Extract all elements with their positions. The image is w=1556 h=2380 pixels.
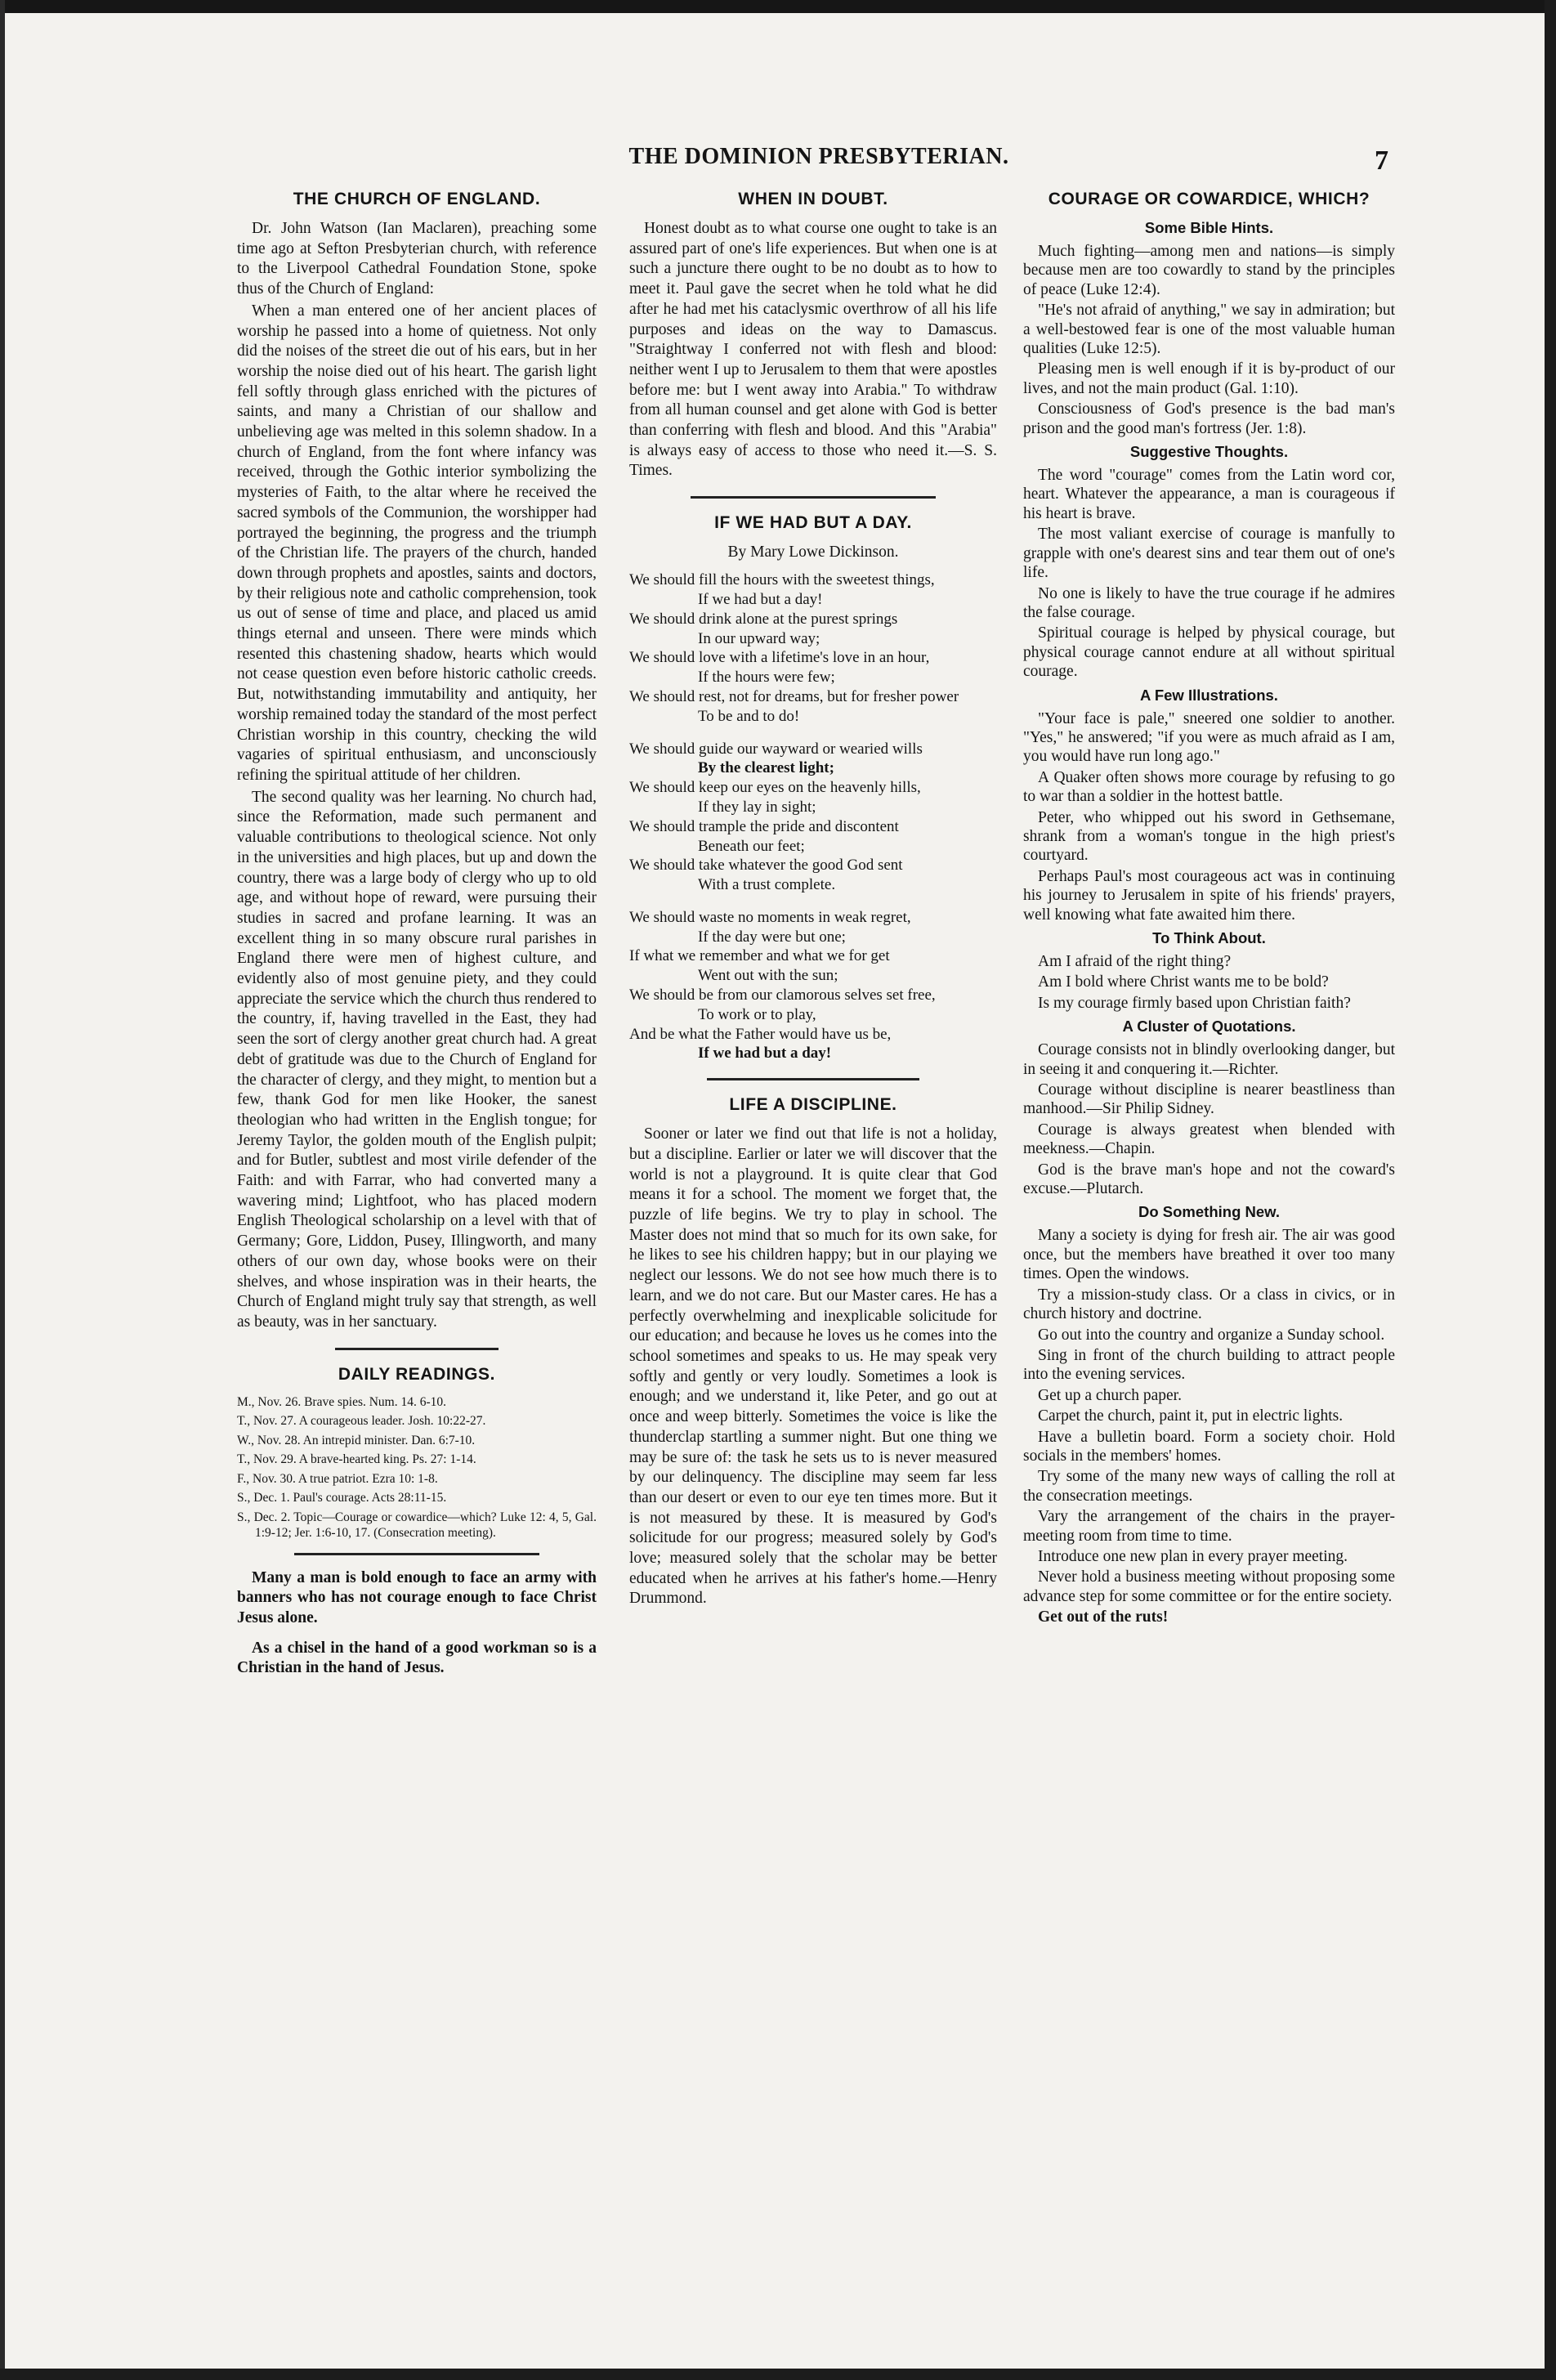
scan-right-border [1545,0,1556,2380]
discipline-paragraph: Sooner or later we find out that life is not a holiday, but a discipline. Earlier or later we will discover that the world is not a playground. It is quite clear that God means it for a school. The moment we forget that, the puzzle of life begins. We try to play in school. The Master does not mind that so much for its own sake, for he likes to see his children happy; but in our playing we neglect our lessons. We do not see how much there is to learn, and we do not care. But our Master cares. He has a perfectly overwhelming and inexplicable solicitude for our education; and because he loves us he comes into the school sometimes and speaks to us. He may speak very softly and gently or very loudly. Sometimes a look is enough; and we understand it, like Peter, and go out at once and weep bitterly. Sometimes the voice is like the thunderclap startling a summer night. But one thing we may be sure of: the task he sets us to is never measured by our delinquency. The discipline may seem far less than our desert or even to our eye ten times more. But it is not measured by these. It is measured by God's solicitude for our progress; measured solely by God's love; measured solely that the scholar may be better educated when he arrives at his father's home.—Henry Drummond. [629,1125,997,1608]
subhead-bible-hints: Some Bible Hints. [1144,219,1274,236]
scan-top-border [0,0,1556,13]
hints-paragraph: Consciousness of God's presence is the bad man's prison and the good man's fortress (Jer. 1:8). [1023,400,1395,437]
poem-stanza [629,908,997,1063]
reading-item: T., Nov. 27. A courageous leader. Josh. 10:22-27. [237,1414,486,1429]
closing-paragraph-2: As a chisel in the hand of a good workman so is a Christian in the hand of Jesus. [237,1639,597,1677]
illustrations-paragraph: A Quaker often shows more courage by refusing to go to war than a soldier in the hottest battle. [1023,768,1395,806]
poem-line: We should guide our wayward or wearied wills [629,740,923,758]
daily-readings-list [237,1394,597,1541]
quotation-paragraph: Courage without discipline is nearer beastliness than manhood.—Sir Philip Sidney. [1023,1081,1395,1118]
article-title-life-a-discipline: LIFE A DISCIPLINE. [729,1095,897,1115]
poem-line: Went out with the sun; [698,967,838,985]
poem-line: In our upward way; [698,629,820,647]
reading-item: T., Nov. 29. A brave-hearted king. Ps. 27: 1-14. [237,1452,476,1467]
poem-line: If we had but a day! [698,1045,832,1062]
poem-title: IF WE HAD BUT A DAY. [714,513,912,533]
something-paragraph: Try some of the many new ways of calling the roll at the consecration meetings. [1023,1468,1395,1505]
poem-line: If we had but a day! [698,590,823,608]
something-paragraph: Go out into the country and organize a Sunday school. [1038,1326,1385,1344]
poem-line: We should waste no moments in weak regret, [629,908,911,926]
article-title-courage-or-cowardice: COURAGE OR COWARDICE, WHICH? [1048,190,1370,208]
section-divider [294,1553,539,1555]
think-paragraph: Am I bold where Christ wants me to be bold? [1038,973,1329,991]
poem-line: We should fill the hours with the sweetest things, [629,571,935,589]
poem-stanza [629,570,997,726]
poem-line: And be what the Father would have us be, [629,1025,892,1043]
illustrations-paragraph: Perhaps Paul's most courageous act was in continuing his journey to Jerusalem in spite of his friends' prayers, well knowing what fate awaited him there. [1023,867,1395,924]
scan-bottom-border [0,2369,1556,2380]
subhead-few-illustrations: A Few Illustrations. [1140,686,1278,704]
thoughts-paragraph: The word "courage" comes from the Latin word cor, heart. Whatever the appearance, a man is courageous if his heart is brave. [1023,467,1395,522]
illustrations-paragraph: "Your face is pale," sneered one soldier to another. "Yes," he answered; "if you were as much afraid as I am, you would have run long ago." [1023,709,1395,766]
running-title: THE DOMINION PRESBYTERIAN. [628,144,1009,169]
church-paragraph-2: When a man entered one of her ancient places of worship he passed into a home of quietness. Not only did the noises of the street die out of his ears, but in her worship the noise died out of his heart. The garish light fell softly through glass enriched with the pictures of saints, and many a Christian of our shallow and unbelieving age was melted in this solemn shadow. In a church of England, from the font where infancy was received, through the Gothic interior symbolizing the mysteries of Faith, to the altar where he received the sacred symbols of the Communion, the worshipper had portrayed the beginning, the progress and the triumph of the Christian life. The prayers of the church, handed down through prophets and apostles, saints and doctors, by their religious note and catholic comprehension, took us out of sense of time and place, and placed us amid things eternal and unseen. There were minds which resented this chastening shadow, hearts which would not cease question even before historic catholic creeds. But, notwithstanding immutability and antiquity, her worship remained today the standard of the most perfect Christian worship in this country, checking the wild vagaries of spiritual enthusiasm, and unconsciously refining the spiritual attitude of her children. [237,302,597,784]
church-paragraph-3: The second quality was her learning. No church had, since the Reformation, made such permanent and valuable contributions to theological science. Not only in the universities and high places, but up and down the country, there was a large body of clergy who up to old age, and without hope of reward, were pursuing their studies in sacred and profane learning. It was an excellent thing in so many obscure rural parishes in England there were men of highest culture, and evidently also of most genuine piety, and they could appreciate the service which the church thus rendered to the country, if, having travelled in the East, they had seen the sort of clergy another great church had. A great debt of gratitude was due to the Church of England for the character of clergy, and they might, to mention but a few, thank God for men like Hooker, the sanest theologian who had written in the English tongue; for Jeremy Taylor, the golden mouth of the English pulpit; and for Butler, subtlest and most virile defender of the Faith: and with Farrar, who had converted many a wavering mind; Lightfoot, who has placed modern English Theological scholarship on a level with that of Germany; Gore, Liddon, Pusey, Illingworth, and many others of our own day, whose books were on their shelves, and whose inspiration was in their hearts, the Church of England might truly say that strength, as well as beauty, was in her sanctuary. [237,788,597,1331]
subhead-cluster-of-quotations: A Cluster of Quotations. [1122,1018,1296,1036]
section-divider [707,1078,919,1080]
poem-stanza [629,740,997,895]
something-paragraph: Sing in front of the church building to attract people into the evening services. [1023,1346,1395,1384]
thoughts-paragraph: The most valiant exercise of courage is manfully to grapple with one's dearest sins and tear them out of one's life. [1023,526,1395,582]
reading-item: S., Dec. 2. Topic—Courage or cowardice—which? Luke 12: 4, 5, Gal. 1:9-12; Jer. 1:6-10, 17. (Consecration meeting). [237,1510,597,1541]
illustrations-paragraph: Peter, who whipped out his sword in Gethsemane, shrank from a woman's tongue in the high priest's courtyard. [1023,808,1395,865]
article-title-church-of-england: THE CHURCH OF ENGLAND. [293,190,541,208]
section-divider [691,496,936,499]
poem-byline: By Mary Lowe Dickinson. [727,544,899,561]
poem-line: We should keep our eyes on the heavenly hills, [629,779,921,797]
quotation-paragraph: Courage consists not in blindly overlooking danger, but in seeing it and conquering it.—Richter. [1023,1041,1395,1078]
poem-line: If the day were but one; [698,928,846,946]
something-paragraph: Carpet the church, paint it, put in electric lights. [1038,1407,1344,1425]
reading-item: M., Nov. 26. Brave spies. Num. 14. 6-10. [237,1394,447,1409]
column-middle [629,186,997,1611]
column-right [1023,186,1395,1629]
doubt-paragraph: Honest doubt as to what course one ought to take is an assured part of one's life experiences. But when one is at such a juncture there ought to be no doubt as to how to meet it. Paul gave the secret when he told what he did after he had met his cataclysmic overthrow of all his life purposes and ideas on the way to Damascus. "Straightway I conferred not with flesh and blood: neither went I up to Jerusalem to them that were apostles before me: but I went away into Arabia." To withdraw from all human counsel and get alone with God is better than conferring with flesh and blood. And this "Arabia" is always easy of access to those who need it.—S. S. Times. [629,220,997,480]
hints-paragraph: "He's not afraid of anything," we say in admiration; but a well-bestowed fear is one of the most valuable human qualities (Luke 12:5). [1023,302,1395,358]
poem-line: If what we remember and what we for get [629,947,890,965]
church-paragraph-1: Dr. John Watson (Ian Maclaren), preaching some time ago at Sefton Presbyterian church, with reference to the Liverpool Cathedral Foundation Stone, spoke thus of the Church of England: [237,220,597,298]
column-left [237,186,597,1680]
poem-line: To work or to play, [698,1005,816,1023]
reading-item: F., Nov. 30. A true patriot. Ezra 10: 1-8. [237,1471,438,1486]
something-paragraph: Get out of the ruts! [1038,1608,1169,1626]
something-paragraph: Introduce one new plan in every prayer meeting. [1038,1547,1348,1565]
subhead-do-something-new: Do Something New. [1138,1203,1280,1221]
reading-item: S., Dec. 1. Paul's courage. Acts 28:11-15. [237,1491,447,1505]
poem-line: We should trample the pride and discontent [629,817,899,835]
page-number: 7 [1375,145,1388,176]
poem-line: We should take whatever the good God sent [629,857,903,875]
something-paragraph: Have a bulletin board. Form a society choir. Hold socials in the members' homes. [1023,1428,1395,1465]
poem-line: We should be from our clamorous selves set free, [629,986,936,1004]
closing-paragraph-1: Many a man is bold enough to face an army with banners who has not courage enough to face Christ Jesus alone. [237,1568,597,1627]
hints-paragraph: Pleasing men is well enough if it is by-product of our lives, and not the main product (Gal. 1:10). [1023,360,1395,397]
something-paragraph: Vary the arrangement of the chairs in the prayer-meeting room from time to time. [1023,1508,1395,1545]
poem-line: We should love with a lifetime's love in an hour, [629,649,930,667]
reading-item: W., Nov. 28. An intrepid minister. Dan. 6:7-10. [237,1433,476,1447]
poem-line: With a trust complete. [698,876,836,894]
something-paragraph: Try a mission-study class. Or a class in civics, or in church history and doctrine. [1023,1286,1395,1323]
poem-line: Beneath our feet; [698,837,805,855]
poem-line: To be and to do! [698,707,800,725]
something-paragraph: Never hold a business meeting without proposing some advance step for some committee or for the entire society. [1023,1568,1395,1605]
hints-paragraph: Much fighting—among men and nations—is simply because men are too cowardly to stand by the principles of peace (Luke 12:4). [1023,243,1395,298]
poem-line: If they lay in sight; [698,798,816,816]
section-divider [335,1348,499,1350]
think-paragraph: Am I afraid of the right thing? [1038,953,1232,970]
article-title-when-in-doubt: WHEN IN DOUBT. [738,190,888,208]
poem-line: If the hours were few; [698,669,835,687]
subhead-suggestive-thoughts: Suggestive Thoughts. [1129,443,1289,461]
poem-line: We should rest, not for dreams, but for fresher power [629,687,959,705]
quotation-paragraph: God is the brave man's hope and not the coward's excuse.—Plutarch. [1023,1161,1395,1198]
think-paragraph: Is my courage firmly based upon Christian faith? [1038,994,1351,1012]
poem-line: By the clearest light; [698,759,834,777]
thoughts-paragraph: No one is likely to have the true courage if he admires the false courage. [1023,584,1395,621]
something-paragraph: Many a society is dying for fresh air. The air was good once, but the members have breathed it over too many times. Open the windows. [1023,1227,1395,1283]
scan-left-border [0,0,5,2380]
thoughts-paragraph: Spiritual courage is helped by physical courage, but physical courage cannot endure at all without spiritual courage. [1023,624,1395,681]
poem-line: We should drink alone at the purest springs [629,610,898,628]
something-paragraph: Get up a church paper. [1038,1386,1182,1404]
quotation-paragraph: Courage is always greatest when blended with meekness.—Chapin. [1023,1121,1395,1158]
daily-readings-title: DAILY READINGS. [338,1364,496,1384]
subhead-to-think-about: To Think About. [1152,929,1266,946]
